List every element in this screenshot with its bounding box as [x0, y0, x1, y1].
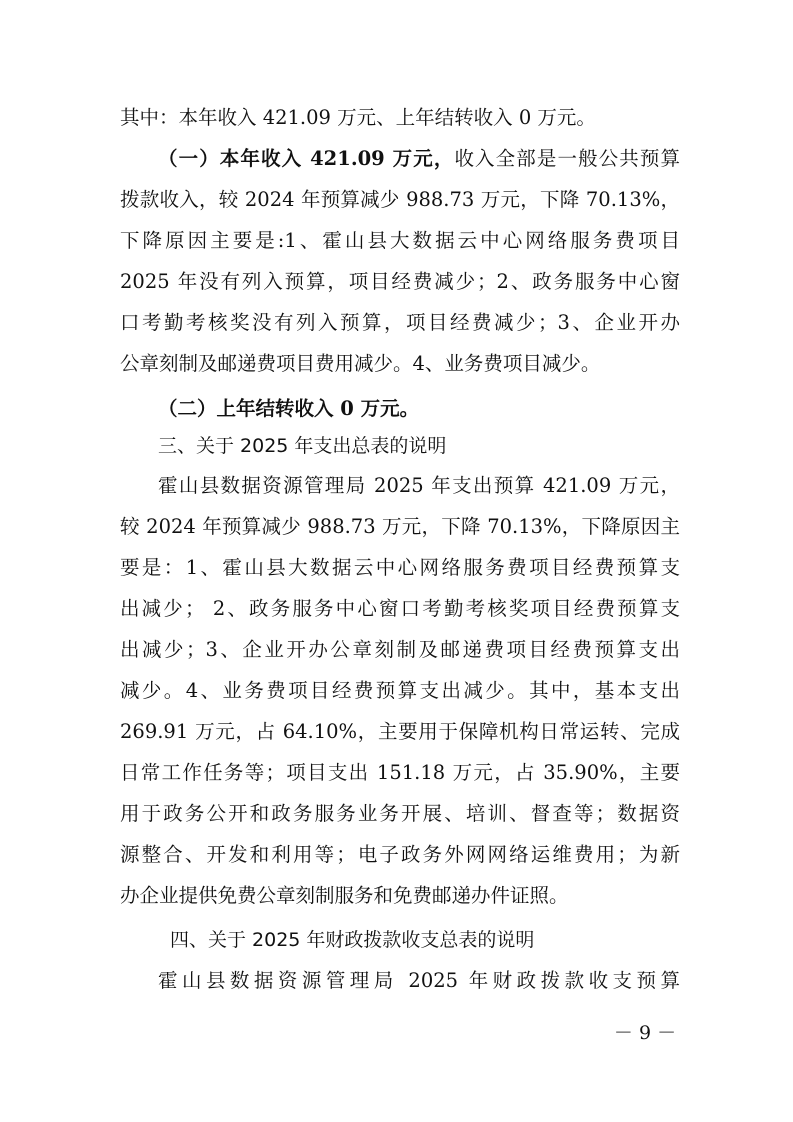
- section-heading: 四、关于 2025 年财政拨款收支总表的说明: [170, 929, 535, 951]
- text-line: 拨款收入，较 2024 年预算减少 988.73 万元，下降 70.13%，: [120, 188, 680, 211]
- section-heading: （二）上年结转收入 0 万元。: [158, 397, 420, 420]
- text-line: 日常工作任务等；项目支出 151.18 万元，占 35.90%，主要: [120, 761, 680, 784]
- text-line: 出减少； 2、政务服务中心窗口考勤考核奖项目经费预算支: [120, 597, 680, 620]
- text-line: 霍山县数据资源管理局 2025 年支出预算 421.09 万元，: [158, 474, 680, 497]
- text-line: 办企业提供免费公章刻制服务和免费邮递办件证照。: [120, 884, 569, 907]
- text-line: 出减少；3、企业开办公章刻制及邮递费项目经费预算支出: [120, 638, 680, 661]
- text-span: 收入全部是一般公共预算: [454, 147, 680, 170]
- text-line: 要是：1、霍山县大数据云中心网络服务费项目经费预算支: [120, 556, 680, 579]
- text-line: 2025 年没有列入预算，项目经费减少；2、政务服务中心窗: [120, 270, 680, 293]
- text-line: 269.91 万元，占 64.10%，主要用于保障机构日常运转、完成: [120, 720, 680, 743]
- text-line: [158, 139, 680, 179]
- text-line: 减少。4、业务费项目经费预算支出减少。其中，基本支出: [120, 679, 680, 702]
- text-line: 较 2024 年预算减少 988.73 万元，下降 70.13%，下降原因主: [120, 515, 680, 538]
- text-line: 口考勤考核奖没有列入预算，项目经费减少；3、企业开办: [120, 311, 680, 334]
- section-heading: 三、关于 2025 年支出总表的说明: [158, 435, 447, 457]
- text-line: 下降原因主要是:1、霍山县大数据云中心网络服务费项目: [120, 229, 680, 252]
- text-line: 其中：本年收入 421.09 万元、上年结转收入 0 万元。: [120, 106, 596, 129]
- bold-lead-in: （一）本年收入 421.09 万元，: [158, 147, 455, 170]
- text-line: 霍山县数据资源管理局 2025 年财政拨款收支预算: [158, 969, 680, 992]
- text-line: 源整合、开发和利用等；电子政务外网网络运维费用；为新: [120, 843, 680, 866]
- page-number: － 9 －: [613, 1022, 677, 1044]
- text-line: 用于政务公开和政务服务业务开展、培训、督查等；数据资: [120, 802, 680, 825]
- text-line: 公章刻制及邮递费项目费用减少。4、业务费项目减少。: [120, 352, 601, 375]
